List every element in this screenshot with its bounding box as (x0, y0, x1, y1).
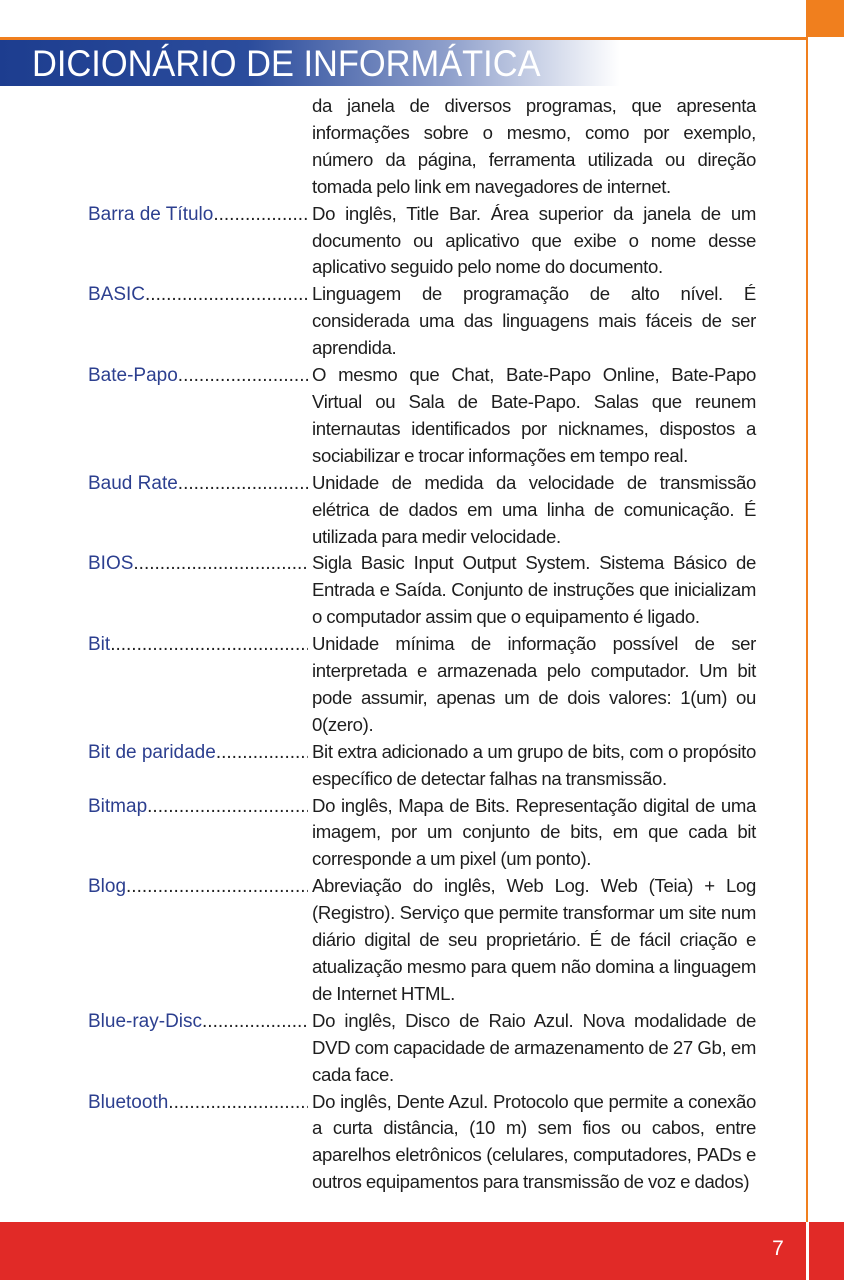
term-column (88, 550, 308, 577)
glossary-definition: Sigla Basic Input Output System. Sistema Básico de Entrada e Saída. Conjunto de instruções que inicializam o computador assim que o equipamento é ligado. (312, 552, 756, 628)
glossary-term: Bit (88, 634, 111, 656)
dot-leader (133, 550, 308, 577)
term-column (88, 470, 308, 497)
page-number: 7 (772, 1237, 784, 1260)
glossary-entry (0, 631, 844, 739)
glossary-term: Bate-Papo (88, 365, 178, 387)
dot-leader (168, 1089, 308, 1116)
page-header-title: DICIONÁRIO DE INFORMÁTICA (32, 43, 541, 84)
corner-tab (806, 0, 844, 37)
term-column (88, 362, 308, 389)
glossary-entry (0, 201, 844, 282)
glossary-term: BIOS (88, 553, 134, 575)
glossary-entry (0, 470, 844, 551)
term-column (88, 873, 308, 900)
glossary-definition: Unidade de medida da velocidade de transmissão elétrica de dados em uma linha de comunicação. É utilizada para medir velocidade. (312, 471, 756, 547)
continuation-text: da janela de diversos programas, que apresenta informações sobre o mesmo, como por exemplo, número da página, ferramenta utilizada ou direção tomada pelo link em navegadores de internet. (312, 95, 756, 197)
dot-leader (202, 1008, 308, 1035)
glossary-definition: Do inglês, Mapa de Bits. Representação digital de uma imagem, por um conjunto de bits, em que cada bit corresponde a um pixel (um ponto). (312, 794, 756, 870)
glossary-term: Bluetooth (88, 1091, 169, 1113)
dot-leader (216, 739, 308, 766)
glossary-term: Baud Rate (88, 472, 178, 494)
glossary-list (0, 201, 844, 1197)
glossary-term: Bit de paridade (88, 741, 216, 763)
glossary-entry (0, 793, 844, 874)
glossary-entry (0, 1008, 844, 1089)
dot-leader (147, 793, 308, 820)
term-column (88, 1089, 308, 1116)
glossary-definition: O mesmo que Chat, Bate-Papo Online, Bate-Papo Virtual ou Sala de Bate-Papo. Salas que reunem internautas identificados por nicknames, dispostos a sociabilizar e trocar informações em tempo real. (312, 364, 756, 466)
glossary-definition: Unidade mínima de informação possível de ser interpretada e armazenada pelo computador. Um bit pode assumir, apenas um de dois valores: 1(um) ou 0(zero). (312, 633, 756, 735)
glossary-term: BASIC (88, 284, 146, 306)
glossary-content (0, 93, 844, 1196)
glossary-continuation (0, 93, 844, 201)
glossary-term: Blue-ray-Disc (88, 1010, 203, 1032)
glossary-entry (0, 362, 844, 470)
dot-leader (126, 873, 308, 900)
glossary-entry (0, 739, 844, 793)
term-column (88, 201, 308, 228)
dot-leader (145, 281, 308, 308)
glossary-entry (0, 1089, 844, 1197)
footer-bar (0, 1222, 844, 1280)
dot-leader (213, 201, 308, 228)
glossary-term: Blog (88, 876, 127, 898)
term-column (88, 793, 308, 820)
dot-leader (178, 362, 308, 389)
glossary-entry (0, 281, 844, 362)
glossary-term: Barra de Título (88, 203, 214, 225)
glossary-definition: Do inglês, Dente Azul. Protocolo que permite a conexão a curta distância, (10 m) sem fios ou cabos, entre aparelhos eletrônicos (celulares, computadores, PADs e outros equipamentos para transmissão de voz e dados) (312, 1090, 756, 1193)
glossary-definition: Linguagem de programação de alto nível. É considerada uma das linguagens mais fáceis de ser aprendida. (312, 283, 756, 359)
dot-leader (178, 470, 308, 497)
glossary-term: Bitmap (88, 795, 148, 817)
glossary-definition: Bit extra adicionado a um grupo de bits, com o propósito específico de detectar falhas na transmissão. (312, 740, 756, 789)
dot-leader (110, 631, 308, 658)
glossary-definition: Do inglês, Title Bar. Área superior da janela de um documento ou aplicativo que exibe o nome desse aplicativo seguido pelo nome do documento. (312, 202, 756, 278)
term-column (88, 1008, 308, 1035)
term-column (88, 281, 308, 308)
glossary-definition: Do inglês, Disco de Raio Azul. Nova modalidade de DVD com capacidade de armazenamento de 27 Gb, em cada face. (312, 1009, 756, 1085)
term-column (88, 739, 308, 766)
footer-divider (806, 1222, 809, 1280)
glossary-entry (0, 550, 844, 631)
glossary-definition: Abreviação do inglês, Web Log. Web (Teia) + Log (Registro). Serviço que permite transformar um site num diário digital de seu proprietário. É de fácil criação e atualização mesmo para quem não domina a linguagem de Internet HTML. (312, 875, 756, 1004)
term-column (88, 631, 308, 658)
glossary-entry (0, 873, 844, 1008)
